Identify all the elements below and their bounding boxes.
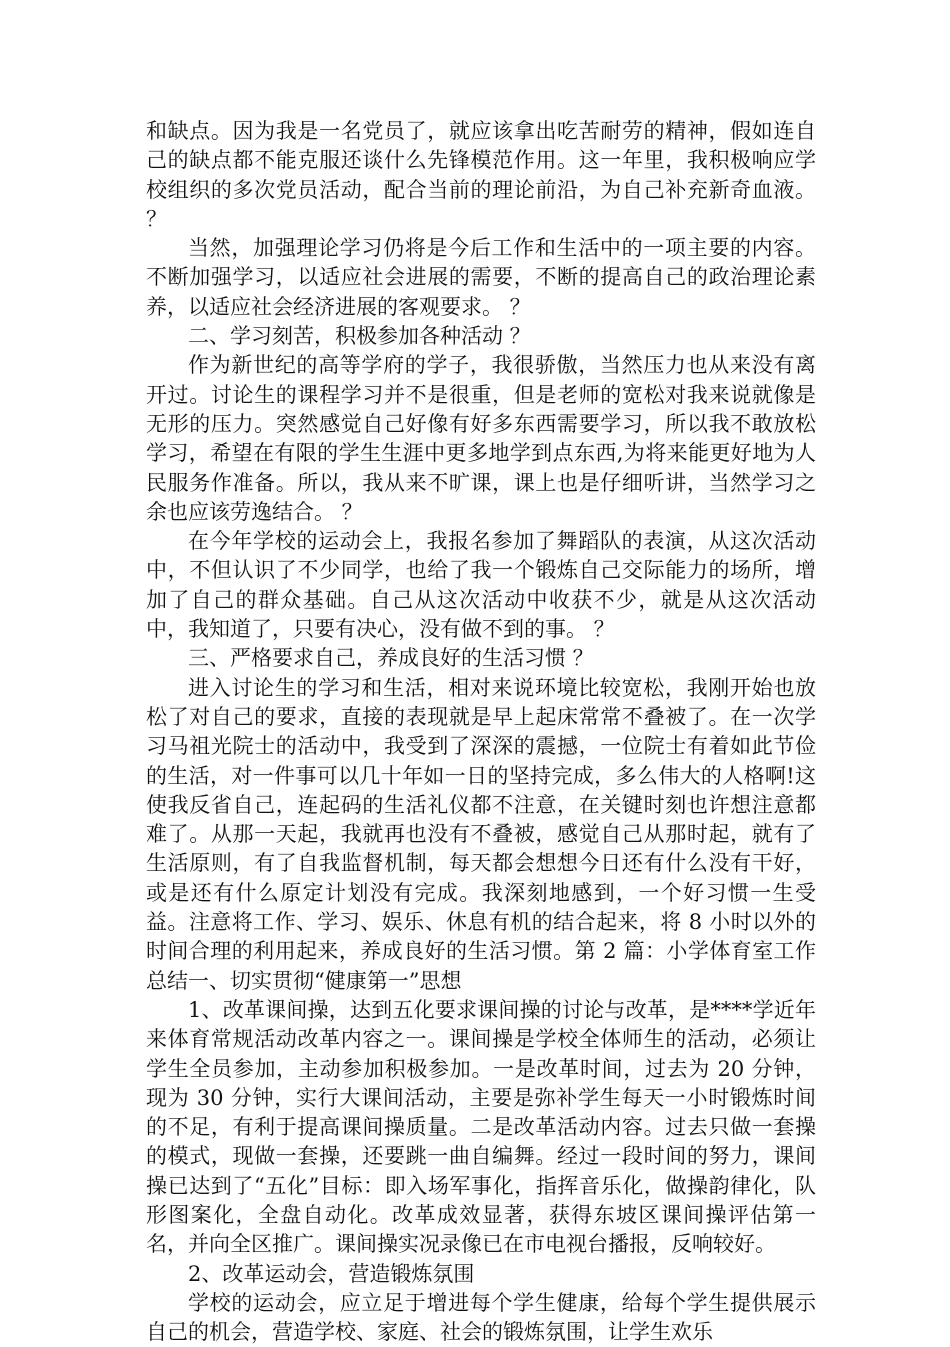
paragraph-7: 学校的运动会，应立足于增进每个学生健康，给每个学生提供展示自己的机会，营造学校、家庭、社会的锻炼氛围，让学生欢乐 (146, 1290, 816, 1345)
document-page (146, 117, 816, 1347)
paragraph-2: 当然，加强理论学习仍将是今后工作和生活中的一项主要的内容。不断加强学习，以适应社会进展的需要，不断的提高自己的政治理论素养，以适应社会经济进展的客观要求。 ？ (146, 236, 816, 319)
section-heading-2: 二、学习刻苦，积极参加各种活动 ？ (188, 324, 531, 349)
section-heading-3: 三、严格要求自己，养成良好的生活习惯 ？ (188, 646, 594, 671)
subheading-2: 2、改革运动会，营造锻炼氛围 (188, 1261, 475, 1286)
paragraph-3: 作为新世纪的高等学府的学子，我很骄傲，当然压力也从来没有离开过。讨论生的课程学习并不是很重，但是老师的宽松对我来说就像是无形的压力。突然感觉自己好像有好多东西需要学习，所以我不敢放松学习，希望在有限的学生生涯中更多地学到点东西,为将来能更好地为人民服务作准备。所以，我从来不旷课，课上也是仔细听讲，当然学习之余也应该劳逸结合。 ？ (146, 353, 816, 524)
paragraph-5: 进入讨论生的学习和生活，相对来说环境比较宽松，我刚开始也放松了对自己的要求，直接的表现就是早上起床常常不叠被了。在一次学习马祖光院士的活动中，我受到了深深的震撼，一位院士有着如此节俭的生活，对一件事可以几十年如一日的坚持完成，多么伟大的人格啊!这使我反省自己，连起码的生活礼仪都不注意，在关键时刻也许想注意都难了。从那一天起，我就再也没有不叠被，感觉自己从那时起，就有了生活原则，有了自我监督机制，每天都会想想今日还有什么没有干好，或是还有什么原定计划没有完成。我深刻地感到，一个好习惯一生受益。注意将工作、学习、娱乐、休息有机的结合起来，将 8 小时以外的时间合理的利用起来，养成良好的生活习惯。第 2 篇：小学体育室工作总结一、切实贯彻“健康第一”思想 (146, 675, 816, 993)
paragraph-6: 1、改革课间操，达到五化要求课间操的讨论与改革，是****学近年来体育常规活动改革内容之一。课间操是学校全体师生的活动，必须让学生全员参加，主动参加积极参加。一是改革时间，过去为 20 分钟，现为 30 分钟，实行大课间活动，主要是弥补学生每天一小时锻炼时间的不足，有利于提高课间操质量。二是改革活动内容。过去只做一套操的模式，现做一套操，还要跳一曲自编舞。经过一段时间的努力，课间操已达到了“五化”目标：即入场军事化，指挥音乐化，做操韵律化，队形图案化，全盘自动化。改革成效显著，获得东坡区课间操评估第一名，并向全区推广。课间操实况录像已在市电视台播报，反响较好。 (146, 997, 816, 1257)
paragraph-4: 在今年学校的运动会上，我报名参加了舞蹈队的表演，从这次活动中，不但认识了不少同学，也给了我一个锻炼自己交际能力的场所，增加了自己的群众基础。自己从这次活动中收获不少，就是从这次活动中，我知道了，只要有决心，没有做不到的事。 ？ (146, 529, 816, 642)
paragraph-1: 和缺点。因为我是一名党员了，就应该拿出吃苦耐劳的精神，假如连自己的缺点都不能克服还谈什么先锋模范作用。这一年里，我积极响应学校组织的多次党员活动，配合当前的理论前沿，为自己补充新奇血液。 ？ (146, 119, 816, 231)
